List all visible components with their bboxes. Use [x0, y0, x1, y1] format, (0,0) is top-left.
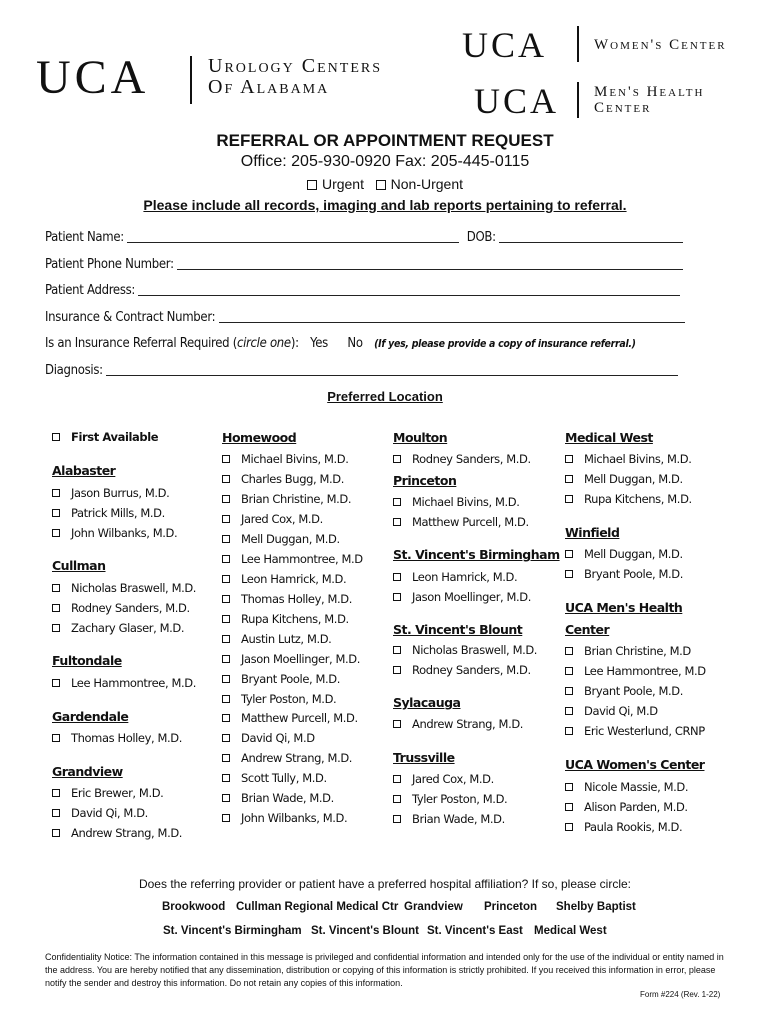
- doctor-checkbox[interactable]: [393, 573, 401, 581]
- doctor-option[interactable]: [565, 684, 683, 698]
- doctor-option[interactable]: [52, 826, 182, 840]
- diagnosis-label: Diagnosis:: [45, 363, 103, 378]
- mens-name-line1: Men's Health: [594, 84, 705, 100]
- doctor-option[interactable]: [222, 512, 323, 526]
- doctor-name: Scott Tully, M.D.: [241, 771, 327, 785]
- doctor-name: Lee Hammontree, M.D.: [71, 676, 196, 690]
- doctor-checkbox[interactable]: [393, 795, 401, 803]
- doctor-option[interactable]: [222, 811, 347, 825]
- doctor-name: Bryant Poole, M.D.: [241, 672, 340, 686]
- doctor-checkbox[interactable]: [393, 455, 401, 463]
- circle-one-hint: circle one: [236, 336, 291, 351]
- patient-name-row: [45, 230, 683, 245]
- doctor-name: David Qi, M.D: [241, 731, 315, 745]
- doctor-option[interactable]: [565, 664, 706, 678]
- doctor-option[interactable]: [393, 663, 531, 677]
- uca-main-logo: UCA: [36, 51, 150, 104]
- doctor-name: Rodney Sanders, M.D.: [412, 663, 531, 677]
- doctor-checkbox[interactable]: [565, 803, 573, 811]
- doctor-option[interactable]: [393, 772, 494, 786]
- doctor-checkbox[interactable]: [565, 550, 573, 558]
- doctor-option[interactable]: [222, 771, 327, 785]
- doctor-option[interactable]: [222, 791, 334, 805]
- doctor-option[interactable]: [393, 570, 517, 584]
- doctor-checkbox[interactable]: [52, 809, 60, 817]
- doctor-checkbox[interactable]: [52, 604, 60, 612]
- location-grandview: Grandview: [52, 764, 123, 779]
- logo-divider: [190, 56, 192, 104]
- address-row: [45, 283, 680, 298]
- doctor-option[interactable]: [52, 506, 165, 520]
- referral-question-end: ):: [290, 336, 299, 351]
- doctor-checkbox[interactable]: [393, 815, 401, 823]
- hospital-option[interactable]: St. Vincent's East: [427, 925, 523, 937]
- doctor-checkbox[interactable]: [565, 495, 573, 503]
- doctor-name: Eric Westerlund, CRNP: [584, 724, 705, 738]
- doctor-option[interactable]: [565, 452, 691, 466]
- mens-health-logo: UCA: [474, 81, 560, 121]
- insurance-label: Insurance & Contract Number:: [45, 310, 216, 325]
- doctor-checkbox[interactable]: [393, 720, 401, 728]
- phone-row: [45, 257, 683, 272]
- referral-no[interactable]: No: [347, 336, 363, 351]
- doctor-name: Andrew Strang, M.D.: [412, 717, 524, 731]
- doctor-checkbox[interactable]: [222, 515, 230, 523]
- doctor-name: Lee Hammontree, M.D: [584, 664, 706, 678]
- doctor-option[interactable]: [565, 492, 692, 506]
- doctor-option[interactable]: [393, 792, 507, 806]
- doctor-name: Jason Burrus, M.D.: [71, 486, 170, 500]
- doctor-option[interactable]: [52, 621, 184, 635]
- doctor-option[interactable]: [222, 652, 360, 666]
- urgent-label: Urgent: [321, 176, 364, 192]
- doctor-checkbox[interactable]: [222, 455, 230, 463]
- hospital-option[interactable]: Cullman Regional Medical Ctr: [236, 901, 399, 913]
- doctor-name: Austin Lutz, M.D.: [241, 632, 332, 646]
- doctor-checkbox[interactable]: [52, 509, 60, 517]
- doctor-name: Nicholas Braswell, M.D.: [412, 643, 538, 657]
- doctor-checkbox[interactable]: [222, 495, 230, 503]
- location-homewood: Homewood: [222, 430, 297, 445]
- doctor-checkbox[interactable]: [52, 529, 60, 537]
- doctor-name: Tyler Poston, M.D.: [412, 792, 508, 806]
- doctor-name: Jared Cox, M.D.: [241, 512, 323, 526]
- doctor-checkbox[interactable]: [565, 707, 573, 715]
- doctor-option[interactable]: [565, 800, 688, 814]
- womens-logo-divider: [577, 26, 579, 62]
- doctor-name: David Qi, M.D: [584, 704, 658, 718]
- phone-field[interactable]: [177, 258, 683, 270]
- location-gardendale: Gardendale: [52, 709, 129, 724]
- doctor-checkbox[interactable]: [52, 734, 60, 742]
- doctor-checkbox[interactable]: [52, 829, 60, 837]
- doctor-checkbox[interactable]: [222, 555, 230, 563]
- form-title: REFERRAL OR APPOINTMENT REQUEST: [216, 131, 554, 150]
- mens-name-line2: Center: [594, 99, 652, 116]
- doctor-name: Tyler Poston, M.D.: [241, 692, 337, 706]
- location-trussville: Trussville: [393, 750, 455, 765]
- doctor-name: Matthew Purcell, M.D.: [241, 711, 358, 725]
- non-urgent-checkbox[interactable]: [376, 180, 386, 190]
- doctor-checkbox[interactable]: [222, 814, 230, 822]
- doctor-checkbox[interactable]: [393, 646, 401, 654]
- urgent-checkbox[interactable]: [307, 180, 317, 190]
- doctor-name: Alison Parden, M.D.: [584, 800, 688, 814]
- doctor-checkbox[interactable]: [393, 775, 401, 783]
- doctor-option[interactable]: [393, 590, 531, 604]
- doctor-name: Brian Wade, M.D.: [241, 791, 334, 805]
- insurance-row: [45, 310, 685, 325]
- doctor-name: Mell Duggan, M.D.: [584, 472, 683, 486]
- hospital-option[interactable]: Grandview: [404, 901, 463, 913]
- doctor-checkbox[interactable]: [222, 754, 230, 762]
- location-moulton: Moulton: [393, 430, 448, 445]
- doctor-checkbox[interactable]: [222, 695, 230, 703]
- location-fultondale: Fultondale: [52, 653, 122, 668]
- address-field[interactable]: [138, 284, 680, 296]
- doctor-option[interactable]: [52, 581, 196, 595]
- confidentiality-notice: Confidentiality Notice: The information contained in this message is privileged and confidential information and intended only for the use of the individual or entity named in the address. You are hereby notified that any dissemination, distribution or copying of this information is strictly prohibited. If you received this information in error, please notify the sender and destroy this information. Do not retain any copies of this information.: [45, 952, 724, 988]
- doctor-option[interactable]: [393, 495, 519, 509]
- form-number: Form #224 (Rev. 1-22): [640, 990, 721, 999]
- doctor-checkbox[interactable]: [222, 475, 230, 483]
- referral-row: [45, 336, 636, 351]
- doctor-name: David Qi, M.D.: [71, 806, 148, 820]
- doctor-option[interactable]: [393, 643, 537, 657]
- doctor-checkbox[interactable]: [565, 783, 573, 791]
- doctor-name: Michael Bivins, M.D.: [584, 452, 692, 466]
- mens-health-name: [594, 85, 704, 117]
- doctor-checkbox[interactable]: [565, 667, 573, 675]
- insurance-field[interactable]: [219, 311, 685, 323]
- doctor-option[interactable]: [565, 704, 658, 718]
- doctor-name: Brian Wade, M.D.: [412, 812, 505, 826]
- dob-label: DOB:: [466, 230, 496, 245]
- doctor-option[interactable]: [393, 515, 529, 529]
- doctor-option[interactable]: [565, 547, 683, 561]
- doctor-option[interactable]: [222, 692, 336, 706]
- doctor-name: Charles Bugg, M.D.: [241, 472, 344, 486]
- doctor-name: Eric Brewer, M.D.: [71, 786, 164, 800]
- doctor-checkbox[interactable]: [52, 679, 60, 687]
- doctor-checkbox[interactable]: [222, 535, 230, 543]
- location-medical-west: Medical West: [565, 430, 653, 445]
- doctor-checkbox[interactable]: [565, 687, 573, 695]
- referral-question: Is an Insurance Referral Required (: [45, 336, 237, 351]
- doctor-name: John Wilbanks, M.D.: [71, 526, 178, 540]
- doctor-option[interactable]: [52, 806, 148, 820]
- doctor-option[interactable]: [222, 552, 363, 566]
- urology-name-line1: Urology Centers: [208, 55, 383, 77]
- diagnosis-field[interactable]: [106, 364, 678, 376]
- hospital-option[interactable]: St. Vincent's Birmingham: [163, 925, 302, 937]
- doctor-checkbox[interactable]: [565, 570, 573, 578]
- doctor-option[interactable]: [222, 492, 351, 506]
- office-contact: Office: 205-930-0920 Fax: 205-445-0115: [240, 153, 530, 170]
- doctor-name: Andrew Strang, M.D.: [71, 826, 183, 840]
- doctor-name: Thomas Holley, M.D.: [241, 592, 352, 606]
- doctor-checkbox[interactable]: [52, 624, 60, 632]
- doctor-checkbox[interactable]: [565, 475, 573, 483]
- doctor-option[interactable]: [222, 572, 346, 586]
- doctor-checkbox[interactable]: [222, 595, 230, 603]
- doctor-name: Brian Christine, M.D.: [241, 492, 352, 506]
- doctor-option[interactable]: [393, 452, 531, 466]
- doctor-name: Zachary Glaser, M.D.: [71, 621, 185, 635]
- doctor-name: Mell Duggan, M.D.: [241, 532, 340, 546]
- location-princeton: Princeton: [393, 473, 457, 488]
- doctor-option[interactable]: [222, 472, 344, 486]
- doctor-checkbox[interactable]: [222, 615, 230, 623]
- doctor-checkbox[interactable]: [52, 789, 60, 797]
- first-available-label: First Available: [71, 430, 159, 444]
- location-alabaster: Alabaster: [52, 463, 116, 478]
- location-uca-mens-health-line2: Center: [565, 622, 610, 637]
- doctor-checkbox[interactable]: [565, 455, 573, 463]
- doctor-option[interactable]: [565, 472, 683, 486]
- doctor-option[interactable]: [222, 711, 358, 725]
- doctor-option[interactable]: [222, 731, 315, 745]
- phone-label: Patient Phone Number:: [45, 257, 174, 272]
- preferred-location-heading: Preferred Location: [327, 389, 443, 404]
- location-uca-mens-health: UCA Men's Health: [565, 600, 683, 615]
- doctor-option[interactable]: [222, 532, 340, 546]
- doctor-name: Jared Cox, M.D.: [412, 772, 494, 786]
- doctor-option[interactable]: [52, 486, 169, 500]
- doctor-checkbox[interactable]: [565, 823, 573, 831]
- doctor-name: John Wilbanks, M.D.: [241, 811, 348, 825]
- doctor-checkbox[interactable]: [222, 655, 230, 663]
- doctor-option[interactable]: [565, 644, 691, 658]
- doctor-option[interactable]: [222, 612, 349, 626]
- doctor-name: Patrick Mills, M.D.: [71, 506, 165, 520]
- hospital-option[interactable]: Medical West: [534, 925, 607, 937]
- doctor-checkbox[interactable]: [393, 593, 401, 601]
- doctor-name: Lee Hammontree, M.D: [241, 552, 363, 566]
- doctor-name: Michael Bivins, M.D.: [241, 452, 349, 466]
- non-urgent-label: Non-Urgent: [390, 176, 464, 192]
- doctor-name: Andrew Strang, M.D.: [241, 751, 353, 765]
- patient-name-field[interactable]: [127, 231, 459, 243]
- doctor-checkbox[interactable]: [393, 498, 401, 506]
- doctor-checkbox[interactable]: [565, 727, 573, 735]
- doctor-option[interactable]: [393, 717, 523, 731]
- address-label: Patient Address:: [45, 283, 136, 298]
- doctor-name: Jason Moellinger, M.D.: [412, 590, 532, 604]
- doctor-checkbox[interactable]: [52, 584, 60, 592]
- dob-field[interactable]: [499, 231, 683, 243]
- urology-centers-name: [208, 56, 382, 98]
- doctor-name: Matthew Purcell, M.D.: [412, 515, 529, 529]
- mens-logo-divider: [577, 82, 579, 118]
- doctor-checkbox[interactable]: [52, 489, 60, 497]
- records-note: Please include all records, imaging and lab reports pertaining to referral.: [143, 197, 627, 213]
- doctor-option[interactable]: [52, 786, 163, 800]
- location-st-vincents-birmingham: St. Vincent's Birmingham: [393, 547, 560, 562]
- doctor-name: Mell Duggan, M.D.: [584, 547, 683, 561]
- location-sylacauga: Sylacauga: [393, 695, 461, 710]
- location-st-vincents-blount: St. Vincent's Blount: [393, 622, 523, 637]
- location-winfield: Winfield: [565, 525, 620, 540]
- doctor-name: Bryant Poole, M.D.: [584, 567, 683, 581]
- first-available-checkbox[interactable]: [52, 433, 60, 441]
- doctor-option[interactable]: [222, 592, 352, 606]
- patient-name-label: Patient Name:: [45, 230, 124, 245]
- doctor-name: Rupa Kitchens, M.D.: [584, 492, 692, 506]
- doctor-name: Michael Bivins, M.D.: [412, 495, 520, 509]
- doctor-name: Bryant Poole, M.D.: [584, 684, 683, 698]
- doctor-checkbox[interactable]: [222, 794, 230, 802]
- doctor-option[interactable]: [565, 724, 705, 738]
- doctor-name: Rupa Kitchens, M.D.: [241, 612, 349, 626]
- hospital-option[interactable]: Princeton: [484, 901, 538, 913]
- doctor-option[interactable]: [393, 812, 505, 826]
- doctor-option[interactable]: [222, 672, 340, 686]
- doctor-option[interactable]: [52, 601, 190, 615]
- doctor-option[interactable]: [565, 780, 688, 794]
- hospital-option[interactable]: St. Vincent's Blount: [311, 925, 419, 937]
- doctor-name: Leon Hamrick, M.D.: [241, 572, 347, 586]
- doctor-checkbox[interactable]: [565, 647, 573, 655]
- doctor-option[interactable]: [52, 676, 196, 690]
- referral-yes[interactable]: Yes: [310, 336, 328, 351]
- doctor-checkbox[interactable]: [222, 675, 230, 683]
- doctor-option[interactable]: [565, 820, 682, 834]
- doctor-name: Rodney Sanders, M.D.: [71, 601, 190, 615]
- doctor-name: Jason Moellinger, M.D.: [241, 652, 361, 666]
- womens-center-logo: UCA: [462, 25, 548, 65]
- doctor-option[interactable]: [222, 632, 331, 646]
- affiliation-question: Does the referring provider or patient have a preferred hospital affiliation? If so, please circle:: [138, 877, 632, 891]
- doctor-name: Brian Christine, M.D: [584, 644, 691, 658]
- womens-center-name: Women's Center: [594, 37, 727, 53]
- doctor-name: Leon Hamrick, M.D.: [412, 570, 518, 584]
- doctor-name: Paula Rookis, M.D.: [584, 820, 683, 834]
- referral-note: (If yes, please provide a copy of insurance referral.): [374, 338, 636, 350]
- doctor-checkbox[interactable]: [393, 666, 401, 674]
- doctor-option[interactable]: [52, 731, 182, 745]
- doctor-option[interactable]: [222, 452, 348, 466]
- doctor-checkbox[interactable]: [222, 635, 230, 643]
- diagnosis-row: [45, 363, 678, 378]
- location-cullman: Cullman: [52, 558, 106, 573]
- doctor-checkbox[interactable]: [222, 774, 230, 782]
- doctor-name: Thomas Holley, M.D.: [71, 731, 182, 745]
- hospital-option[interactable]: Brookwood: [162, 901, 226, 913]
- doctor-checkbox[interactable]: [222, 575, 230, 583]
- doctor-checkbox[interactable]: [222, 714, 230, 722]
- location-uca-womens-center: UCA Women's Center: [565, 757, 705, 772]
- doctor-name: Rodney Sanders, M.D.: [412, 452, 531, 466]
- doctor-option[interactable]: [565, 567, 683, 581]
- urgency-options: [0, 176, 770, 192]
- doctor-name: Nicholas Braswell, M.D.: [71, 581, 197, 595]
- first-available-option[interactable]: [52, 430, 158, 444]
- doctor-option[interactable]: [222, 751, 352, 765]
- hospital-option[interactable]: Shelby Baptist: [556, 901, 636, 913]
- doctor-option[interactable]: [52, 526, 177, 540]
- doctor-checkbox[interactable]: [393, 518, 401, 526]
- urology-name-line2: Of Alabama: [208, 76, 330, 98]
- doctor-name: Nicole Massie, M.D.: [584, 780, 689, 794]
- doctor-checkbox[interactable]: [222, 734, 230, 742]
